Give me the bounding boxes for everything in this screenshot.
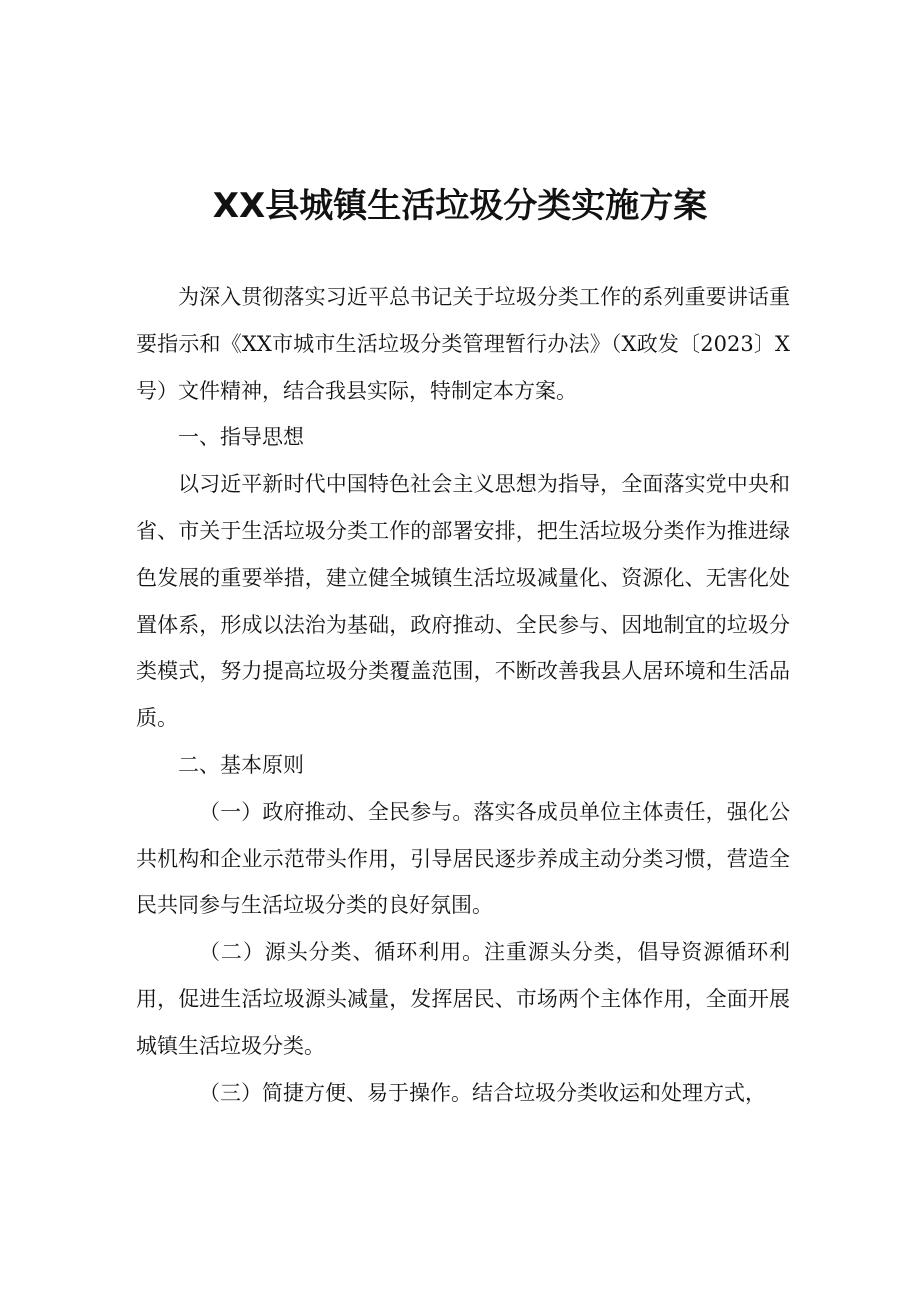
document-body [136, 274, 790, 1116]
guiding-ideology-paragraph: 以习近平新时代中国特色社会主义思想为指导，全面落实党中央和省、市关于生活垃圾分类工作的部署安排，把生活垃圾分类作为推进绿色发展的重要举措，建立健全城镇生活垃圾减量化、资源化、无害化处置体系，形成以法治为基础，政府推动、全民参与、因地制宜的垃圾分类模式，努力提高垃圾分类覆盖范围，不断改善我县人居环境和生活品质。 [136, 472, 790, 731]
intro-paragraph: 为深入贯彻落实习近平总书记关于垃圾分类工作的系列重要讲话重要指示和《XX市城市生活垃圾分类管理暂行办法》（X政发〔2023〕X号）文件精神，结合我县实际，特制定本方案。 [136, 285, 790, 403]
principle-paragraph-3: （三）简捷方便、易于操作。结合垃圾分类收运和处理方式， [199, 1080, 766, 1105]
principle-paragraph-1: （一）政府推动、全民参与。落实各成员单位主体责任，强化公共机构和企业示范带头作用，引导居民逐步养成主动分类习惯，营造全民共同参与生活垃圾分类的良好氛围。 [136, 799, 790, 918]
section-heading-basic-principles: 二、基本原则 [178, 752, 304, 777]
document-title: XX县城镇生活垃圾分类实施方案 [212, 186, 708, 226]
section-heading-guiding-ideology: 一、指导思想 [178, 425, 304, 450]
principle-paragraph-2: （二）源头分类、循环利用。注重源头分类，倡导资源循环利用，促进生活垃圾源头减量，发挥居民、市场两个主体作用，全面开展城镇生活垃圾分类。 [136, 940, 790, 1058]
